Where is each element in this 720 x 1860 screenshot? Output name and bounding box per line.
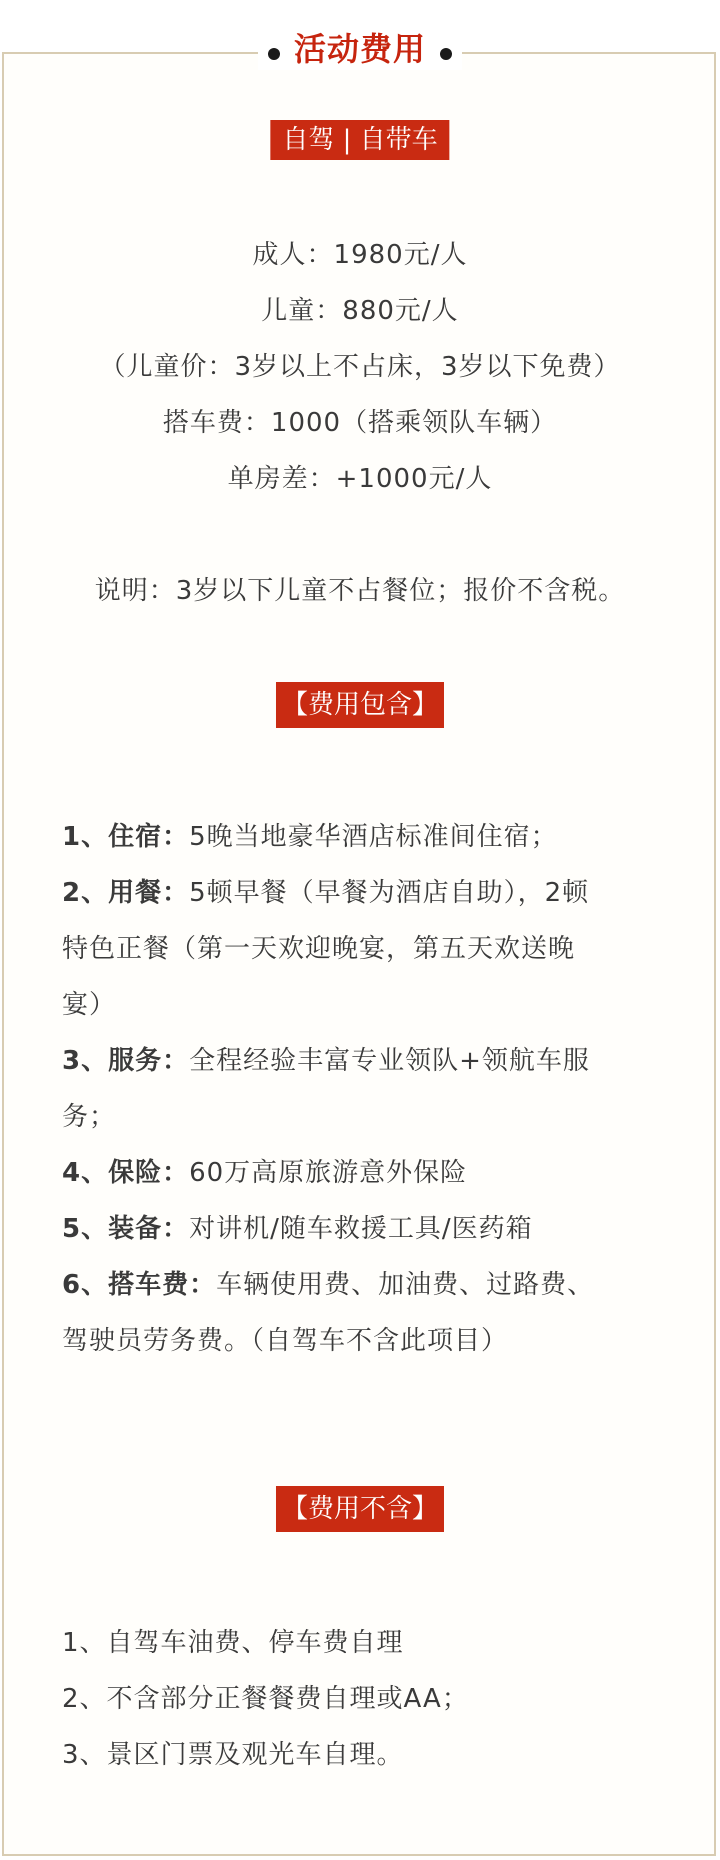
include-line-text: 务； bbox=[62, 1102, 117, 1132]
include-line bbox=[62, 1040, 672, 1077]
include-line-text: 60万高原旅游意外保险 bbox=[189, 1158, 468, 1188]
include-line-text: 5顿早餐（早餐为酒店自助），2顿 bbox=[189, 878, 590, 908]
include-line bbox=[62, 1264, 672, 1301]
price-child: 儿童：880元/人 bbox=[261, 296, 459, 326]
include-line-text: 宴） bbox=[62, 990, 117, 1020]
price-child-note: （儿童价：3岁以上不占床，3岁以下免费） bbox=[99, 352, 621, 382]
price-single-room: 单房差：+1000元/人 bbox=[227, 464, 493, 494]
include-line-label: 6、搭车费： bbox=[62, 1270, 217, 1300]
include-line-text: 驾驶员劳务费。（自驾车不含此项目） bbox=[62, 1326, 509, 1356]
left-dot-icon bbox=[268, 48, 280, 60]
include-line bbox=[62, 928, 672, 965]
mode-tag: 自驾 | 自带车 bbox=[270, 120, 449, 160]
exclude-line: 1、自驾车油费、停车费自理 bbox=[62, 1628, 404, 1658]
right-dot-icon bbox=[440, 48, 452, 60]
section-header bbox=[0, 14, 720, 80]
include-line bbox=[62, 872, 672, 909]
price-note: 说明：3岁以下儿童不占餐位；报价不含税。 bbox=[94, 576, 626, 606]
page-title: 活动费用 bbox=[293, 30, 426, 68]
include-line-text: 车辆使用费、加油费、过路费、 bbox=[216, 1270, 595, 1300]
include-line bbox=[62, 1208, 672, 1245]
price-adult: 成人：1980元/人 bbox=[252, 240, 468, 270]
include-line-text: 5晚当地豪华酒店标准间住宿； bbox=[189, 822, 558, 852]
exclude-line: 2、不含部分正餐餐费自理或AA； bbox=[62, 1684, 469, 1714]
include-line bbox=[62, 1320, 672, 1357]
include-line-label: 5、装备： bbox=[62, 1214, 190, 1244]
include-line-text: 全程经验丰富专业领队+领航车服 bbox=[189, 1046, 590, 1076]
include-line-label: 2、用餐： bbox=[62, 878, 190, 908]
include-line bbox=[62, 816, 672, 853]
include-line bbox=[62, 1096, 672, 1133]
header-inner bbox=[258, 24, 462, 70]
include-line bbox=[62, 984, 672, 1021]
exclude-tag: 【费用不含】 bbox=[276, 1486, 444, 1532]
include-tag: 【费用包含】 bbox=[276, 682, 444, 728]
include-line bbox=[62, 1152, 672, 1189]
price-ride: 搭车费：1000（搭乘领队车辆） bbox=[162, 408, 558, 438]
exclude-line: 3、景区门票及观光车自理。 bbox=[62, 1740, 404, 1770]
include-line-text: 特色正餐（第一天欢迎晚宴，第五天欢送晚 bbox=[62, 934, 576, 964]
include-line-label: 3、服务： bbox=[62, 1046, 190, 1076]
include-line-text: 对讲机/随车救援工具/医药箱 bbox=[189, 1214, 533, 1244]
include-line-label: 4、保险： bbox=[62, 1158, 190, 1188]
include-line-label: 1、住宿： bbox=[62, 822, 190, 852]
